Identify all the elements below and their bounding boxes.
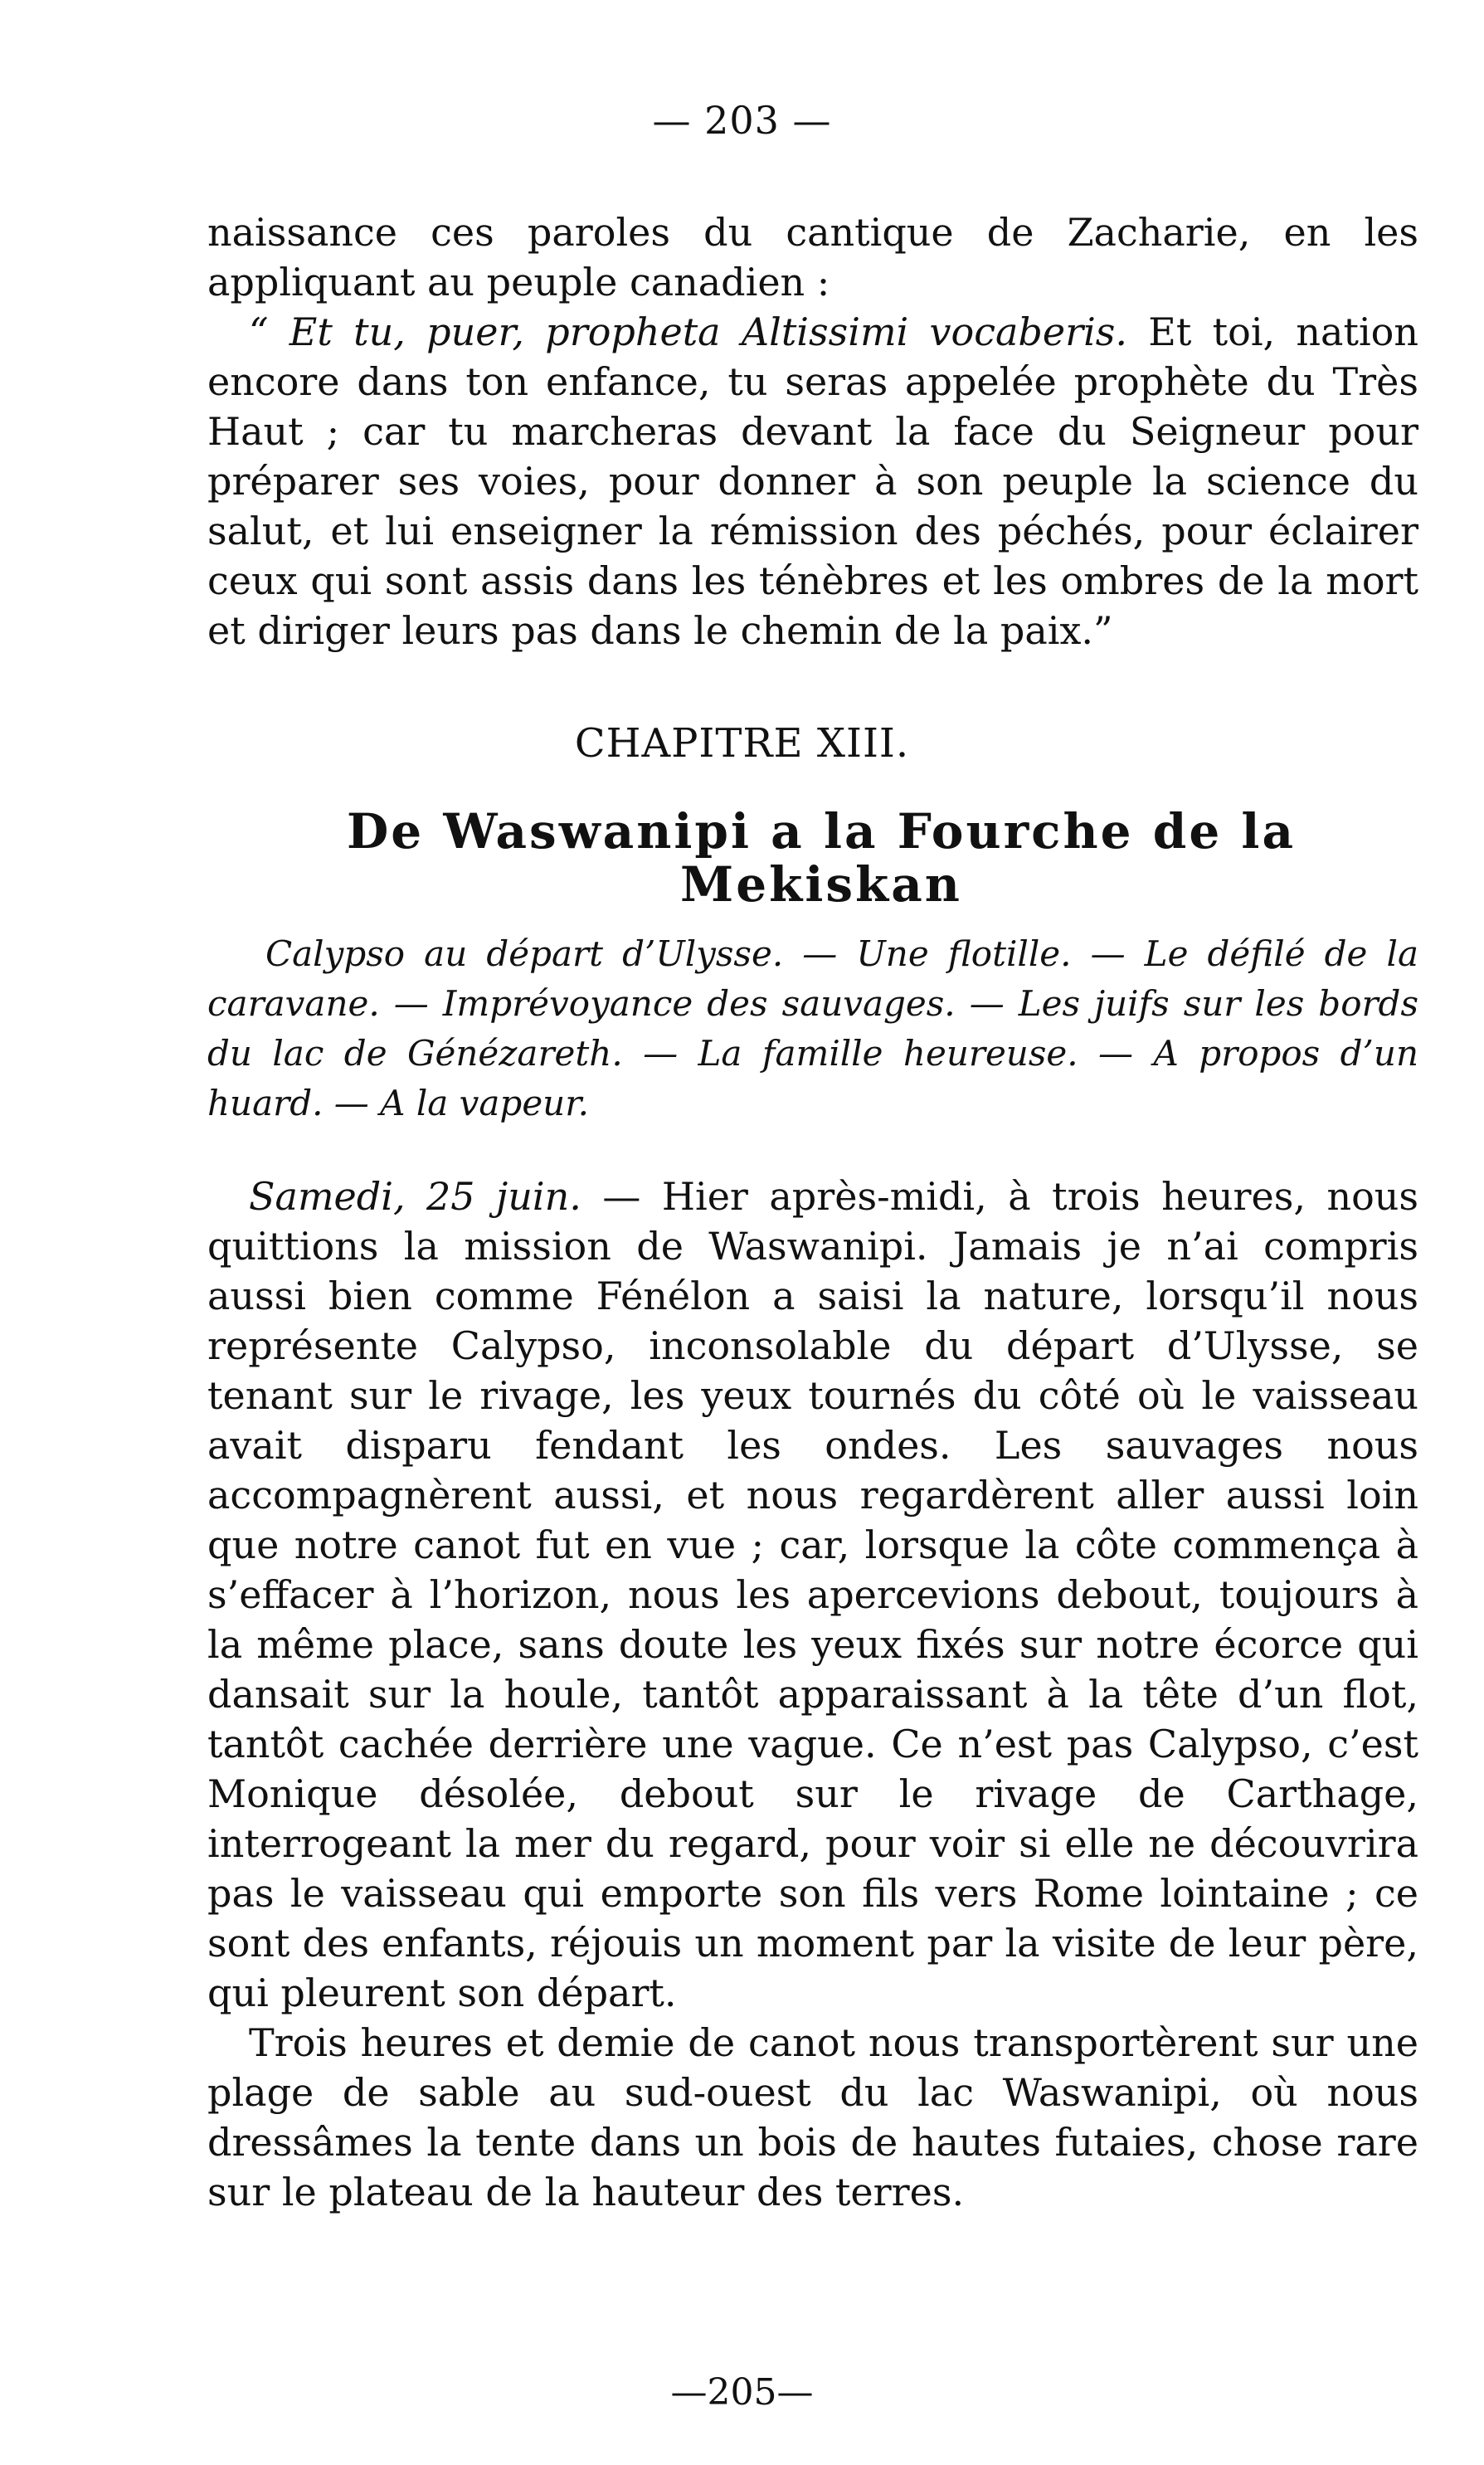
chapter-summary: Calypso au départ d’Ulysse. — Une flotille. — Le défilé de la caravane. — Imprévoyance des sauvages. — Les juifs sur les bords du lac de Génézareth. — La famille heureuse. — A propos d’un huard. — A la vapeur.	[207, 933, 1418, 1123]
body-paragraph-2: Trois heures et demie de canot nous transportèrent sur une plage de sable au sud-ouest du lac Waswanipi, où nous dressâmes la tente dans un bois de hautes futaies, chose rare sur le plateau de la hauteur des terres.	[207, 2020, 1418, 2214]
body-paragraph-1	[207, 1172, 1418, 2018]
quote-paragraph	[207, 307, 1418, 655]
intro-block	[207, 207, 1418, 655]
intro-line: naissance ces paroles du cantique de Zacharie, en les appliquant au peuple canadien :	[207, 210, 1418, 304]
body-block	[207, 1172, 1418, 2217]
chapter-title: De Waswanipi a la Fourche de la Mekiskan	[346, 803, 1297, 913]
paragraph-text: — Hier après-midi, à trois heures, nous quittions la mission de Waswanipi. Jamais je n’ai compris aussi bien comme Fénélon a saisi la nature, lorsqu’il nous représente Calypso, inconsolable du départ d’Ulysse, se tenant sur le rivage, les yeux tournés du côté où le vaisseau avait disparu fendant les ondes. Les sauvages nous accompagnèrent aussi, et nous regardèrent aller aussi loin que notre canot fut en vue ; car, lorsque la côte commença à s’effacer à l’horizon, nous les apercevions debout, toujours à la même place, sans doute les yeux fixés sur notre écorce qui dansait sur la houle, tantôt apparaissant à la tête d’un flot, tantôt cachée derrière une vague. Ce n’est pas Calypso, c’est Monique désolée, debout sur le rivage de Carthage, interrogeant la mer du regard, pour voir si elle ne découvrira pas le vaisseau qui emporte son fils vers Rome lointaine ; ce sont des enfants, réjouis un moment par la visite de leur père, qui pleurent son départ.	[207, 1174, 1419, 2015]
page-number: — 203 —	[652, 98, 832, 143]
french-quote: Et toi, nation encore dans ton enfance, tu seras appelée prophète du Très Haut ; car tu marcheras devant la face du Seigneur pour préparer ses voies, pour donner à son peuple la science du salut, et lui enseigner la rémission des péchés, pour éclairer ceux qui sont assis dans les ténèbres et les ombres de la mort et diriger leurs pas dans le chemin de la paix.”	[207, 309, 1418, 653]
chapter-number: CHAPITRE XIII.	[574, 720, 910, 767]
footer-page-number: —205—	[670, 2371, 814, 2414]
latin-quote: “ Et tu, puer, propheta Altissimi vocaberis.	[249, 309, 1128, 354]
diary-date: Samedi, 25 juin.	[249, 1174, 581, 1219]
